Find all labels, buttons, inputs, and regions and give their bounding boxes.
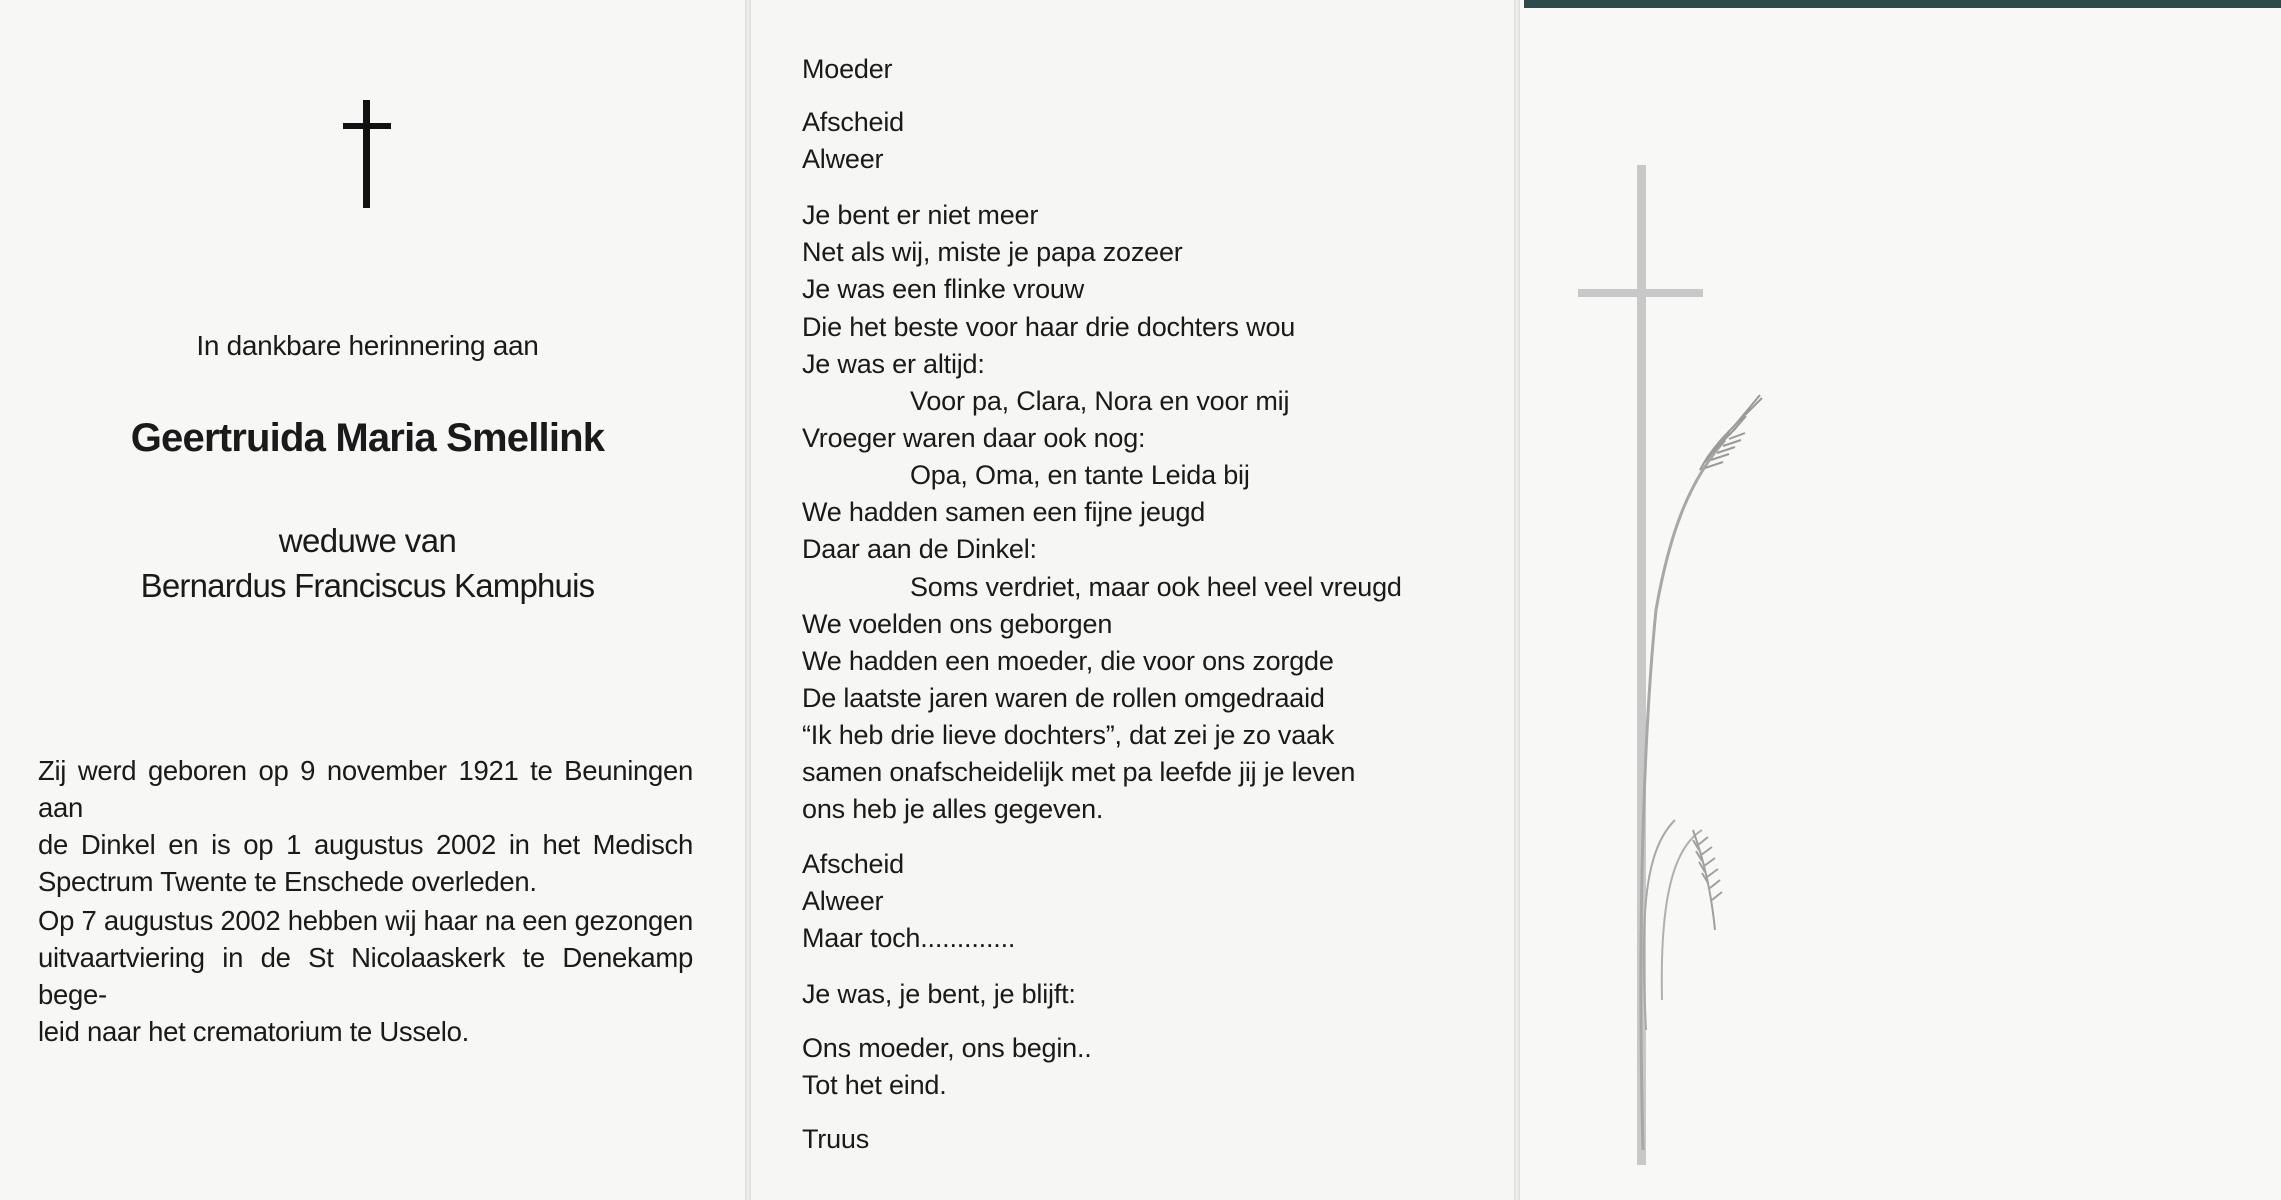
poem-line: We hadden een moeder, die voor ons zorgde (802, 646, 1334, 676)
intro-text: In dankbare herinnering aan (196, 330, 539, 361)
poem-line: Ons moeder, ons begin.. (802, 1033, 1092, 1063)
poem-line: De laatste jaren waren de rollen omgedraaid (802, 683, 1325, 713)
paragraph-line: leid naar het crematorium te Usselo. (38, 1016, 469, 1047)
poem-line: Vroeger waren daar ook nog: (802, 423, 1146, 453)
poem-line: Truus (802, 1124, 870, 1154)
poem-line: Tot het eind. (802, 1070, 947, 1100)
poem-line: Opa, Oma, en tante Leida bij (910, 460, 1250, 490)
poem-line: Afscheid (802, 849, 904, 879)
cross-icon (343, 100, 391, 208)
paragraph-line: uitvaartviering in de St Nicolaaskerk te Denekamp bege- (38, 942, 693, 1010)
paragraph-line: Zij werd geboren op 9 november 1921 te Beuningen aan (38, 755, 693, 823)
poem-line: Moeder (802, 54, 893, 84)
husband-name: Bernardus Franciscus Kamphuis (140, 567, 595, 604)
widow-label: weduwe van (278, 522, 457, 559)
wheat-stalk (1644, 820, 1675, 1030)
wheat-ear-icon (1693, 830, 1722, 930)
funeral-paragraph (38, 902, 693, 1050)
poem-line: Die het beste voor haar drie dochters wou (802, 312, 1296, 342)
fold-line (745, 0, 751, 1200)
cross-with-wheat-illustration (1560, 150, 1860, 1170)
cross-beam (1578, 289, 1703, 297)
wheat-stalk (1641, 440, 1725, 1150)
poem-line: Alweer (802, 144, 884, 174)
poem-line: Je was er altijd: (802, 349, 985, 379)
poem-line: Voor pa, Clara, Nora en voor mij (910, 386, 1290, 416)
poem-line: We voelden ons geborgen (802, 609, 1113, 639)
birth-death-paragraph (38, 752, 693, 900)
poem-line: Daar aan de Dinkel: (802, 534, 1037, 564)
poem-line: Soms verdriet, maar ook heel veel vreugd (910, 572, 1402, 602)
paragraph-line: de Dinkel en is op 1 augustus 2002 in het Medisch (38, 829, 693, 860)
poem-line: Je was, je bent, je blijft: (802, 979, 1076, 1009)
poem-line: “Ik heb drie lieve dochters”, dat zei je zo vaak (802, 720, 1335, 750)
fold-line (1514, 0, 1520, 1200)
poem-line: Je bent er niet meer (802, 200, 1039, 230)
poem-line: Alweer (802, 886, 884, 916)
poem-line: We hadden samen een fijne jeugd (802, 497, 1206, 527)
paragraph-line: Spectrum Twente te Enschede overleden. (38, 866, 537, 897)
top-edge-strip (1524, 0, 2281, 8)
poem-line: Net als wij, miste je papa zozeer (802, 237, 1183, 267)
poem-line: ons heb je alles gegeven. (802, 794, 1104, 824)
poem-line: Afscheid (802, 107, 904, 137)
poem-line: samen onafscheidelijk met pa leefde jij je leven (802, 757, 1356, 787)
poem-line: Je was een flinke vrouw (802, 274, 1085, 304)
paragraph-line: Op 7 augustus 2002 hebben wij haar na een gezongen (38, 905, 693, 936)
poem-line: Maar toch............. (802, 923, 1016, 953)
deceased-name: Geertruida Maria Smellink (130, 416, 605, 460)
wheat-stalk (1662, 830, 1702, 1000)
